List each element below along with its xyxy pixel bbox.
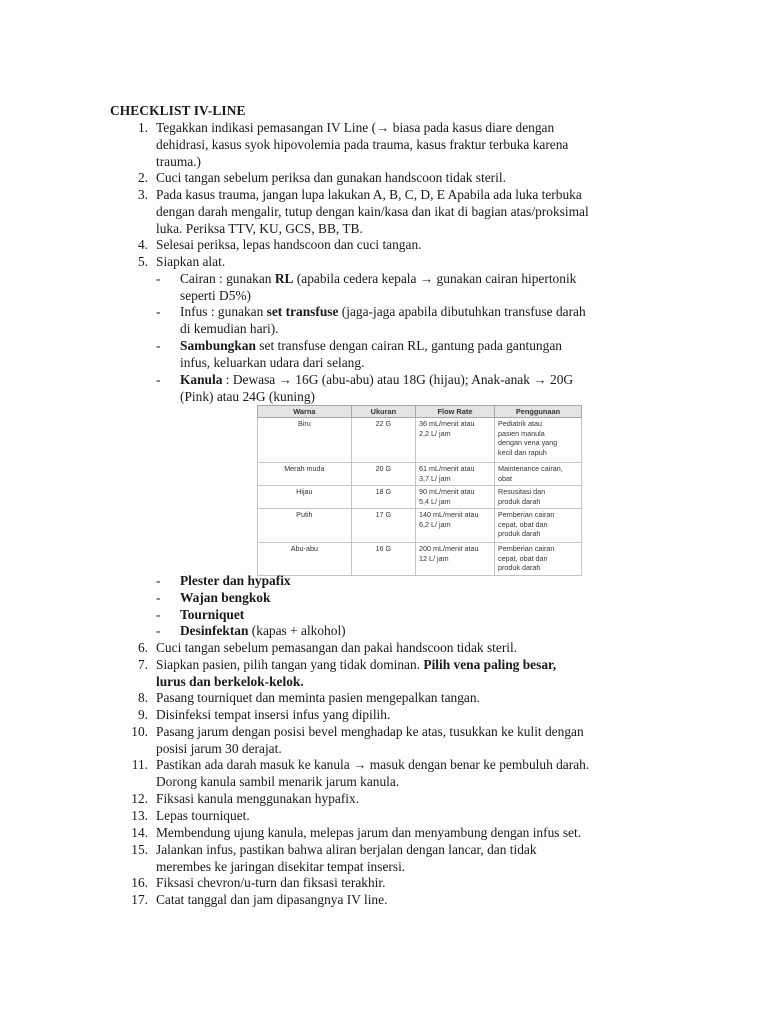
item-text — [156, 791, 656, 808]
table-header: Ukuran — [351, 406, 415, 418]
item-line: Pasang jarum dengan posisi bevel menghadap ke atas, tusukkan ke kulit dengan — [156, 724, 584, 739]
table-cell — [416, 509, 495, 543]
item-text — [156, 707, 656, 724]
cannula-table — [257, 405, 582, 576]
item-line: posisi jarum 30 derajat. — [156, 740, 282, 756]
sub-line: di kemudian hari). — [180, 320, 279, 336]
table-cell: 18 G — [351, 486, 415, 509]
cell-line: cepat, obat dan — [498, 519, 548, 529]
item-line: Fiksasi kanula menggunakan hypafix. — [156, 791, 360, 806]
item-line: trauma.) — [156, 153, 201, 169]
sub-item-text — [180, 607, 652, 624]
table-cell: Merah muda — [258, 463, 352, 486]
table-cell: Abu-abu — [258, 543, 352, 576]
item-line: Pasang tourniquet dan meminta pasien mengepalkan tangan. — [156, 690, 480, 705]
cell-line: cepat, obat dan — [498, 553, 548, 563]
table-cell — [416, 543, 495, 576]
sub-bold: Tourniquet — [180, 607, 245, 622]
table-cell — [416, 463, 495, 486]
sub-text: Cairan : gunakan — [180, 271, 275, 286]
sub-text: (jaga-jaga apabila dibutuhkan transfuse darah — [338, 304, 586, 319]
cell-line: 12 L/ jam — [419, 553, 449, 563]
item-number: 2. — [137, 170, 148, 185]
item-number: 7. — [137, 657, 148, 672]
item-text — [156, 640, 656, 657]
table-cell: 22 G — [351, 418, 415, 463]
cell-line: dengan vena yang — [498, 438, 558, 448]
cell-line: Maintenance cairan, — [498, 464, 563, 474]
item-text — [156, 875, 656, 892]
item-line: Cuci tangan sebelum periksa dan gunakan handscoon tidak steril. — [156, 170, 506, 185]
cell-line: 36 mL/menit atau — [419, 419, 475, 429]
cell-line: Resusitasi dan — [498, 487, 546, 497]
sub-bold: Wajan bengkok — [180, 590, 271, 605]
table-header: Warna — [258, 406, 352, 418]
table-cell: 16 G — [351, 543, 415, 576]
item-text — [156, 120, 656, 170]
item-line: luka. Periksa TTV, KU, GCS, BB, TB. — [156, 220, 363, 236]
sub-text: (kapas + alkohol) — [248, 623, 346, 638]
item-line: Disinfeksi tempat insersi infus yang dipilih. — [156, 707, 391, 722]
item-number: 11. — [131, 757, 148, 772]
item-line: Siapkan pasien, pilih tangan yang tidak dominan. — [156, 657, 424, 672]
cell-line: kecil dan rapuh — [498, 447, 547, 457]
item-text — [156, 187, 656, 237]
table-cell: 17 G — [351, 509, 415, 543]
item-line: dehidrasi, kasus syok hipovolemia pada trauma, kasus fraktur terbuka karena — [156, 136, 569, 152]
table-header: Penggunaan — [495, 406, 582, 418]
item-text — [156, 690, 656, 707]
item-number: 10. — [131, 724, 148, 739]
list-dash: - — [156, 573, 161, 588]
list-dash: - — [156, 372, 161, 387]
sub-item-text — [180, 590, 652, 607]
table-cell: Biru — [258, 418, 352, 463]
cell-line: 3,7 L/ jam — [419, 473, 451, 483]
sub-text: : Dewasa → 16G (abu-abu) atau 18G (hijau); Anak-anak → 20G — [222, 372, 574, 387]
item-line: Cuci tangan sebelum pemasangan dan pakai handscoon tidak steril. — [156, 640, 518, 655]
sub-text: (apabila cedera kepala → gunakan cairan hipertonik — [293, 271, 577, 286]
item-number: 3. — [137, 187, 148, 202]
item-number: 1. — [137, 120, 148, 135]
item-line: Catat tanggal dan jam dipasangnya IV line. — [156, 892, 388, 907]
table-cell: 20 G — [351, 463, 415, 486]
item-text — [156, 657, 656, 691]
item-line: Pastikan ada darah masuk ke kanula → masuk dengan benar ke pembuluh darah. — [156, 757, 590, 772]
item-text — [156, 842, 656, 876]
sub-item-text — [180, 623, 652, 640]
cell-line: produk darah — [498, 563, 541, 573]
sub-bold: Sambungkan — [180, 338, 256, 353]
cell-line: produk darah — [498, 496, 541, 506]
item-text — [156, 825, 656, 842]
sub-line: seperti D5%) — [180, 287, 252, 303]
table-header: Flow Rate — [416, 406, 495, 418]
item-number: 5. — [137, 254, 148, 269]
item-line: Selesai periksa, lepas handscoon dan cuci tangan. — [156, 237, 422, 252]
table-cell — [495, 463, 582, 486]
cell-line: obat — [498, 473, 512, 483]
table-cell: Hijau — [258, 486, 352, 509]
item-line: Fiksasi chevron/u-turn dan fiksasi terakhir. — [156, 875, 386, 890]
item-text — [156, 724, 656, 758]
item-text — [156, 808, 656, 825]
cell-line: 200 mL/menit atau — [419, 544, 479, 554]
item-number: 13. — [131, 808, 148, 823]
sub-item-text — [180, 271, 652, 305]
list-dash: - — [156, 271, 161, 286]
item-text — [156, 892, 656, 909]
cell-line: Pemberian cairan — [498, 544, 555, 554]
table-row — [258, 418, 582, 463]
sub-line: infus, keluarkan udara dari selang. — [180, 354, 365, 370]
item-number: 6. — [137, 640, 148, 655]
item-number: 16. — [131, 875, 148, 890]
sub-item-text — [180, 304, 652, 338]
item-line: Siapkan alat. — [156, 254, 226, 269]
item-line: Dorong kanula sambil menarik jarum kanula. — [156, 773, 400, 789]
list-dash: - — [156, 623, 161, 638]
cell-line: produk darah — [498, 529, 541, 539]
item-bold: lurus dan berkelok-kelok. — [156, 673, 304, 689]
sub-bold: RL — [274, 271, 294, 286]
item-number: 15. — [131, 842, 148, 857]
item-number: 14. — [131, 825, 148, 840]
item-line: Pada kasus trauma, jangan lupa lakukan A, B, C, D, E Apabila ada luka terbuka — [156, 187, 582, 202]
cell-line: 6,2 L/ jam — [419, 519, 451, 529]
table-cell — [495, 486, 582, 509]
table-row — [258, 463, 582, 486]
table-cell — [495, 509, 582, 543]
sub-bold: Desinfektan — [180, 623, 249, 638]
item-line: Membendung ujung kanula, melepas jarum dan menyambung dengan infus set. — [156, 825, 582, 840]
sub-line: (Pink) atau 24G (kuning) — [180, 388, 315, 404]
item-text — [156, 170, 656, 187]
sub-item-text — [180, 573, 652, 590]
table-row — [258, 543, 582, 576]
cell-line: Pemberian cairan — [498, 510, 555, 520]
table-cell — [416, 486, 495, 509]
item-line: Jalankan infus, pastikan bahwa aliran berjalan dengan lancar, dan tidak — [156, 842, 537, 857]
table-cell — [495, 418, 582, 463]
item-line: Lepas tourniquet. — [156, 808, 250, 823]
item-number: 17. — [131, 892, 148, 907]
cell-line: 61 mL/menit atau — [419, 464, 475, 474]
cell-line: Pediatrik atau — [498, 419, 542, 429]
list-dash: - — [156, 304, 161, 319]
sub-text: set transfuse dengan cairan RL, gantung pada gantungan — [255, 338, 562, 353]
sub-item-text — [180, 372, 652, 406]
item-line: merembes ke jaringan disekitar tempat insersi. — [156, 858, 406, 874]
item-text — [156, 254, 656, 271]
list-dash: - — [156, 590, 161, 605]
item-line: dengan darah mengalir, tutup dengan kain/kasa dan ikat di bagian atas/proksimal — [156, 203, 589, 219]
list-dash: - — [156, 607, 161, 622]
item-text — [156, 757, 656, 791]
item-bold: Pilih vena paling besar, — [423, 657, 557, 672]
table-cell — [416, 418, 495, 463]
sub-bold: set transfuse — [266, 304, 339, 319]
table-header-row — [258, 406, 582, 418]
table-row — [258, 486, 582, 509]
sub-item-text — [180, 338, 652, 372]
item-text — [156, 237, 656, 254]
cell-line: 2,2 L/ jam — [419, 428, 451, 438]
cell-line: pasien manula — [498, 428, 545, 438]
item-number: 12. — [131, 791, 148, 806]
document-title: CHECKLIST IV-LINE — [110, 103, 246, 118]
sub-text: Infus : gunakan — [180, 304, 267, 319]
item-number: 9. — [137, 707, 148, 722]
cell-line: 5,4 L/ jam — [419, 496, 451, 506]
cell-line: 90 mL/menit atau — [419, 487, 475, 497]
item-number: 4. — [137, 237, 148, 252]
list-dash: - — [156, 338, 161, 353]
table-cell: Putih — [258, 509, 352, 543]
table-cell — [495, 543, 582, 576]
sub-bold: Kanula — [180, 372, 223, 387]
sub-bold: Plester dan hypafix — [180, 573, 291, 588]
item-line: Tegakkan indikasi pemasangan IV Line (→ biasa pada kasus diare dengan — [156, 120, 555, 135]
item-number: 8. — [137, 690, 148, 705]
table-row — [258, 509, 582, 543]
cell-line: 140 mL/menit atau — [419, 510, 479, 520]
